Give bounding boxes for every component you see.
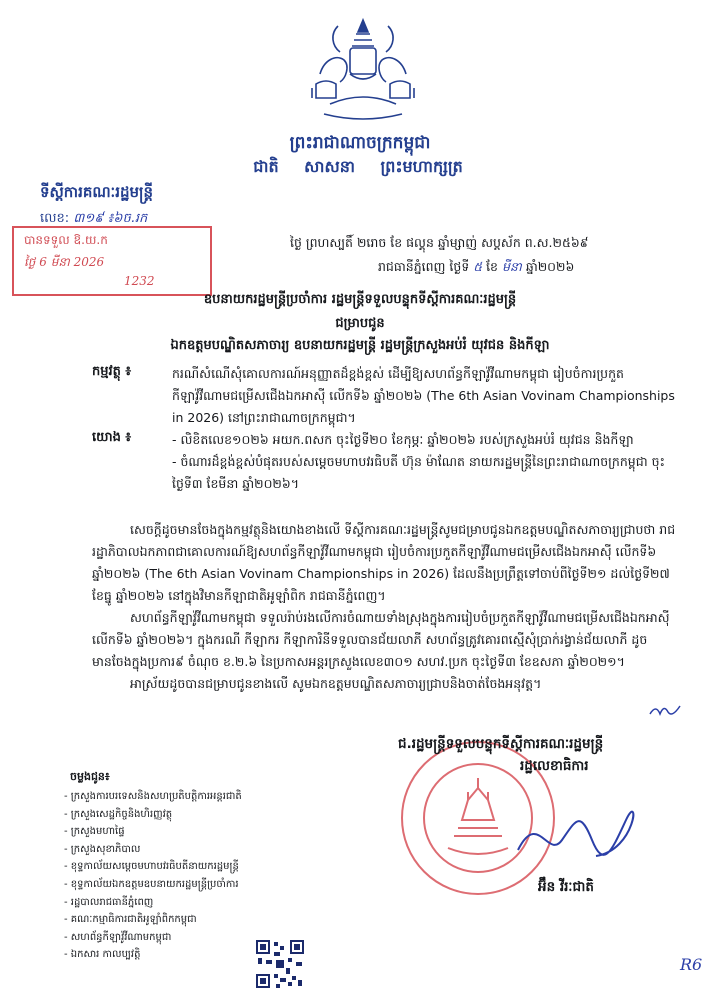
reference-section-label: យោង ៖ (92, 430, 132, 445)
handwritten-initials (648, 700, 682, 720)
solar-date-month: មីនា (501, 259, 522, 274)
lunar-date: ថ្ងៃ ព្រហស្បតិ៍ ២រោច ខែ ផល្គុន ឆ្នាំម្សាញ់ សប្តស័ក ព.ស.២៥៦៩ (290, 235, 589, 250)
solar-date-prefix: រាជធានីភ្នំពេញ ថ្ងៃទី (378, 259, 470, 274)
cc-item: - រដ្ឋបាលរាជធានីភ្នំពេញ (64, 896, 154, 908)
cc-item: - ខុទ្ទកាល័យសម្តេចមហាបវរធិបតីនាយករដ្ឋមន្ត្រី (64, 861, 239, 873)
subject-text: ករណីសំណើសុំគោលការណ៍អនុញ្ញាតដ៏ខ្ពង់ខ្ពស់ ដើម្បីឱ្យសហព័ន្ធកីឡាវ៉ូវីណាមកម្ពុជា រៀបចំការប្រកួតកីឡាវ៉ូវីណាមជម្រើសជើងឯកអាស៊ី លើកទី៦ ឆ្នាំ២០២៦ (The 6th Asian Vovinam Championships in 2026) នៅព្រះរាជាណាចក្រកម្ពុជា។ (172, 366, 675, 425)
body-paragraph: សេចក្តីដូចមានចែងក្នុងកម្មវត្ថុនិងយោងខាងលើ ទីស្តីការគណៈរដ្ឋមន្ត្រីសូមជម្រាបជូនឯកឧត្តមបណ្ឌិតសភាចារ្យជ្រាបថា រាជរដ្ឋាភិបាលឯកភាពជាគោលការណ៍ឱ្យសហព័ន្ធកីឡាវ៉ូវីណាមកម្ពុជា រៀបចំការប្រកួតកីឡាវ៉ូវីណាមជម្រើសជើងឯកអាស៊ី លើកទី៦ ឆ្នាំ២០២៦ (The 6th Asian Vovinam Championships in 2026) ដែលនឹងប្រព្រឹត្តទៅចាប់ពីថ្ងៃទី២១ ដល់ថ្ងៃទី២៧ ខែធ្នូ ឆ្នាំ២០២៦ នៅក្នុងវិមានកីឡាជាតិអូឡាំពិក រាជធានីភ្នំពេញ។ (92, 522, 676, 603)
reference-item: - លិខិតលេខ១០២៦ អយក.ពសក ចុះថ្ងៃទី២០ ខែកុម្ភៈ ឆ្នាំ២០២៦ របស់ក្រសួងអប់រំ យុវជន និងកីឡា (172, 432, 634, 447)
reference-label: លេខ: (40, 211, 70, 226)
handwritten-signature (510, 800, 650, 870)
cc-item: - ក្រសួងសុខាភិបាល (64, 843, 141, 855)
to-label: ជម្រាបជូន (335, 316, 385, 331)
signatory-title: ជ.រដ្ឋមន្ត្រីទទួលបន្ទុកទីស្តីការគណៈរដ្ឋមន្ត្រី (398, 736, 604, 752)
solar-date-day: ៥ (473, 259, 483, 274)
signatory-name: អ៊ឹន វីរៈជាតិ (538, 879, 594, 895)
received-stamp-title: បានទទួល ឱ.យ.ក (24, 233, 108, 247)
cc-item: - ក្រសួងការបរទេសនិងសហប្រតិបត្តិការអន្តរជាតិ (64, 791, 242, 802)
reference-number: ៣១៩ ៖៦ច.រក (73, 211, 148, 226)
received-date-value: 6 មីនា 2026 (39, 255, 105, 269)
cc-list (64, 788, 242, 964)
received-stamp-date (24, 254, 104, 272)
recipient-line: ឯកឧត្តមបណ្ឌិតសភាចារ្យ ឧបនាយករដ្ឋមន្ត្រី រដ្ឋមន្ត្រីក្រសួងអប់រំ យុវជន និងកីឡា (170, 338, 550, 353)
cc-item: - ក្រសួងមហាផ្ទៃ (64, 826, 125, 838)
solar-date-month-label: ខែ (486, 259, 498, 274)
national-motto: ជាតិ សាសនា ព្រះមហាក្សត្រ (253, 157, 463, 176)
margin-note: R6 (680, 955, 703, 974)
cc-item: - ខុទ្ទកាល័យឯកឧត្តមឧបនាយករដ្ឋមន្ត្រីប្រចាំការ (64, 878, 239, 890)
received-stamp-number: 1232 (124, 274, 155, 288)
sender-line: ឧបនាយករដ្ឋមន្ត្រីប្រចាំការ រដ្ឋមន្ត្រីទទួលបន្ទុកទីស្តីការគណៈរដ្ឋមន្ត្រី (203, 292, 517, 307)
solar-date (378, 259, 574, 278)
reference-list (172, 429, 677, 495)
subject-label: កម្មវត្ថុ ៖ (92, 364, 132, 379)
cc-item: - គណៈកម្មាធិការជាតិអូឡាំពិកកម្ពុជា (64, 914, 197, 926)
letter-body (92, 519, 682, 695)
received-date-label: ថ្ងៃ (24, 255, 36, 269)
cc-item: - ក្រសួងសេដ្ឋកិច្ចនិងហិរញ្ញវត្ថុ (64, 808, 173, 820)
royal-emblem (300, 14, 426, 126)
signatory-position: រដ្ឋលេខាធិការ (520, 758, 589, 774)
cc-item: - សហព័ន្ធកីឡាវ៉ូវីណាមកម្ពុជា (64, 931, 172, 943)
kingdom-title: ព្រះរាជាណាចក្រកម្ពុជា (289, 133, 431, 153)
cc-item: - ឯកសារ កាលប្បវត្តិ (64, 949, 141, 961)
qr-code (254, 938, 306, 990)
received-stamp (12, 226, 212, 296)
body-paragraph: សហព័ន្ធកីឡាវ៉ូវីណាមកម្ពុជា ទទួលរ៉ាប់រងលើការចំណាយទាំងស្រុងក្នុងការរៀបចំប្រកួតកីឡាវ៉ូវីណាមជម្រើសជើងឯកអាស៊ី លើកទី៦ ឆ្នាំ២០២៦។ ក្នុងករណី កីឡាករ កីឡាការិនីទទួលបានជ័យលាភី សហព័ន្ធត្រូវគោរពស្មើសុំប្រាក់រង្វាន់ជ័យលាភី ដូចមានចែងក្នុងប្រការ៩ ចំណុច ខ.២.៦ នៃប្រកាសអន្តរក្រសួងលេខ៣០១ សហវ.ប្រក ចុះថ្ងៃទី៣ ខែឧសភា ឆ្នាំ២០២១។ (92, 610, 670, 669)
body-paragraph: អាស្រ័យដូចបានជម្រាបជូនខាងលើ សូមឯកឧត្តមបណ្ឌិតសភាចារ្យជ្រាបនិងចាត់ចែងអនុវត្ត។ (130, 676, 542, 691)
issuing-office: ទីស្តីការគណៈរដ្ឋមន្ត្រី (40, 183, 154, 201)
solar-date-year: ឆ្នាំ២០២៦ (525, 259, 575, 274)
cc-title: ចម្លងជូន៖ (70, 770, 110, 783)
reference-item: - ចំណារដ៏ខ្ពង់ខ្ពស់បំផុតរបស់សម្ដេចមហាបវរធិបតី ហ៊ុន ម៉ាណែត នាយករដ្ឋមន្ត្រីនៃព្រះរាជាណាចក្រកម្ពុជា ចុះថ្ងៃទី៣ ខែមីនា ឆ្នាំ២០២៦។ (172, 454, 666, 491)
